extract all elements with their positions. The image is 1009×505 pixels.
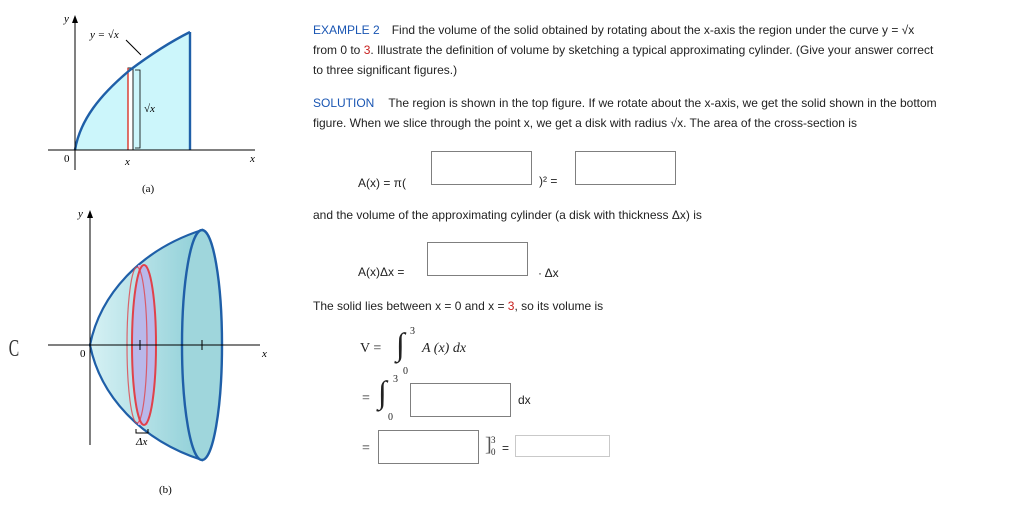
integral-lhs: V = — [360, 341, 382, 356]
integral-body: A (x) dx — [422, 341, 467, 356]
fig-a-origin: 0 — [64, 153, 70, 165]
solution-paragraph — [313, 93, 998, 133]
bounds-pre: The solid lies between x = 0 and x = — [313, 299, 508, 313]
integrand-answer-box[interactable] — [410, 383, 511, 417]
integral-lower-2: 0 — [388, 412, 393, 423]
volume-sentence: and the volume of the approximating cylinder (a disk with thickness Δx) is — [313, 208, 702, 222]
antiderivative-answer-box[interactable] — [378, 430, 479, 464]
fig-a-strip-label: √x — [144, 103, 155, 115]
fig-a-tick-label: x — [125, 156, 130, 168]
fig-a-x-label: x — [250, 153, 255, 165]
area-eq-close: )² = — [539, 174, 558, 188]
example-heading: EXAMPLE 2 — [313, 23, 380, 37]
integral-upper-1: 3 — [410, 326, 415, 337]
area-eq-lhs: A(x) = π( — [358, 176, 406, 190]
fig-a-y-label: y — [64, 13, 69, 25]
bounds-upper: 3 — [507, 299, 515, 313]
eval-lower: 0 — [491, 447, 496, 457]
integral-lower-1: 0 — [403, 366, 408, 377]
example-text-1: Find the volume of the solid obtained by rotating about the x-axis the region under the curve y = √x — [391, 23, 915, 37]
integral-eq-2: = — [362, 391, 370, 406]
eval-eq: = — [502, 441, 510, 455]
fig-a-curve-label: y = √x — [90, 29, 119, 41]
fig-a-caption: (a) — [142, 183, 155, 195]
example-text-2-pre: from 0 to — [313, 43, 364, 57]
example-upper-limit: 3 — [363, 43, 371, 57]
cyl-eq-lhs: A(x)Δx = — [358, 265, 405, 279]
cylinder-answer-box[interactable] — [427, 242, 528, 276]
solution-heading: SOLUTION — [313, 96, 375, 110]
bounds-sentence — [313, 296, 998, 316]
fig-b-y-label: y — [78, 208, 83, 220]
approx-rectangle — [128, 68, 133, 150]
integral-upper-2: 3 — [393, 374, 398, 385]
side-c-icon[interactable]: C — [8, 336, 20, 362]
integral-sign-1: ∫ — [396, 326, 405, 362]
fig-b-caption: (b) — [159, 484, 172, 496]
figure-b — [40, 205, 280, 500]
eval-bracket: ] — [485, 434, 492, 456]
bounds-post: , so its volume is — [514, 299, 604, 313]
area-answer-box[interactable] — [575, 151, 676, 185]
cyl-eq-rhs: · Δx — [538, 266, 559, 280]
fig-b-x-label: x — [262, 348, 267, 360]
example-text-2-post: . Illustrate the definition of volume by sketching a typical approximating cylinder. (Give your answer correct — [370, 43, 934, 57]
example-text-3: to three significant figures.) — [313, 63, 458, 77]
solution-text-1: The region is shown in the top figure. If we rotate about the x-axis, we get the solid shown in the bottom — [388, 96, 937, 110]
solution-text-2: figure. When we slice through the point x, we get a disk with radius √x. The area of the cross-section is — [313, 116, 857, 130]
integrand-dx: dx — [518, 393, 531, 407]
integral-sign-2: ∫ — [378, 374, 387, 410]
final-answer-field[interactable] — [515, 435, 610, 457]
integral-eq-3: = — [362, 441, 370, 456]
fig-b-delta-label: Δx — [136, 436, 148, 448]
eval-upper: 3 — [491, 435, 496, 445]
example-paragraph — [313, 20, 998, 80]
figure-a — [40, 10, 280, 200]
fig-b-origin: 0 — [80, 348, 86, 360]
radius-answer-box[interactable] — [431, 151, 532, 185]
